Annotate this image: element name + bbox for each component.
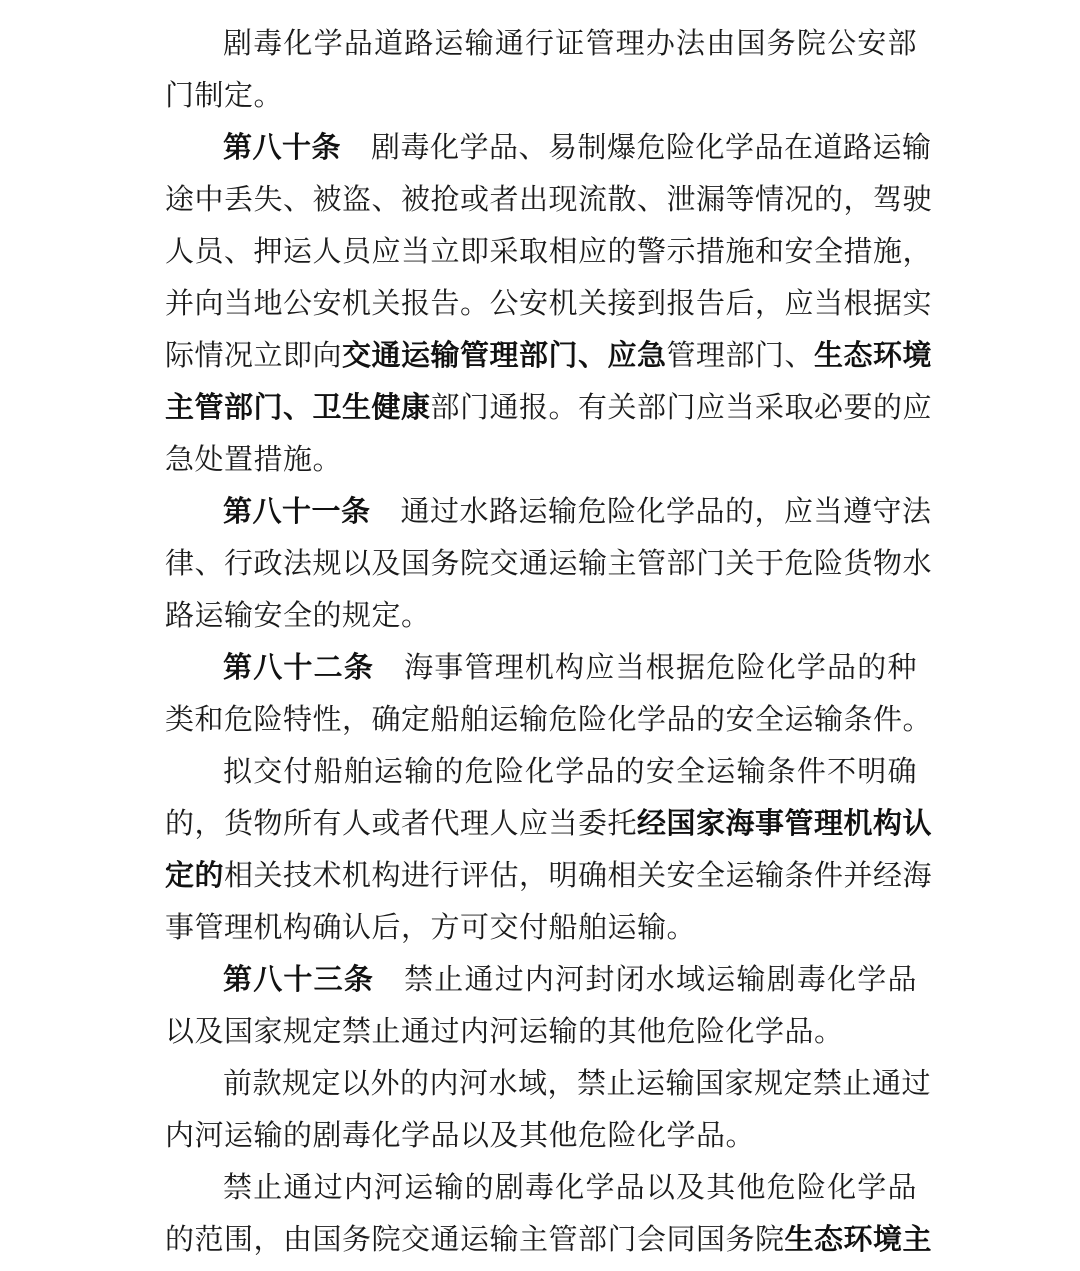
- article-83-line: [165, 1161, 917, 1213]
- article-82-heading: 第八十二条: [223, 650, 375, 684]
- text-run: 人员、押运人员应当立即采取相应的警示措施和安全措施，: [165, 234, 933, 268]
- article-80-line: [165, 173, 933, 225]
- article-80-line: [165, 381, 933, 433]
- text-run: 的范围，由国务院交通运输主管部门会同国务院: [165, 1222, 785, 1256]
- bold-text-run: 生态环境: [814, 338, 933, 372]
- text-run: 前款规定以外的内河水域，禁止运输国家规定禁止通过: [223, 1066, 932, 1100]
- article-83-line: [165, 1213, 933, 1265]
- article-80-line: [165, 329, 933, 381]
- text-run: 海事管理机构应当根据危险化学品的种: [404, 650, 917, 684]
- article-82-line: [165, 901, 917, 953]
- article-81-line: [165, 485, 932, 537]
- text-run: 通过水路运输危险化学品的，应当遵守法: [400, 494, 932, 528]
- article-81-line: [165, 537, 933, 589]
- text-run: 相关技术机构进行评估，明确相关安全运输条件并经海: [224, 858, 933, 892]
- text-run: 类和危险特性，确定船舶运输危险化学品的安全运输条件。: [165, 702, 933, 736]
- bold-text-run: 主管部门、卫生健康: [165, 390, 431, 424]
- article-83-line: [165, 953, 917, 1005]
- text-run: 律、行政法规以及国务院交通运输主管部门关于危险货物水: [165, 546, 933, 580]
- text-run: 事管理机构确认后，方可交付船舶运输。: [165, 910, 697, 944]
- regulation-document: [165, 17, 933, 1265]
- text-run: 并向当地公安机关报告。公安机关接到报告后，应当根据实: [165, 286, 933, 320]
- bold-text-run: 经国家海事管理机构认: [637, 806, 933, 840]
- article-82-line: [165, 693, 933, 745]
- article-81-heading: 第八十一条: [223, 494, 371, 528]
- text-run: 急处置措施。: [165, 442, 343, 476]
- article-80-line: [165, 433, 917, 485]
- text-run: 剧毒化学品、易制爆危险化学品在道路运输: [371, 130, 932, 164]
- article-83-line: [165, 1005, 917, 1057]
- text-run: 禁止通过内河封闭水域运输剧毒化学品: [404, 962, 917, 996]
- article-82-line: [165, 745, 917, 797]
- article-80-line: [165, 277, 933, 329]
- article-80-heading: 第八十条: [223, 130, 342, 164]
- article-80-line: [165, 225, 933, 277]
- text-run: 拟交付船舶运输的危险化学品的安全运输条件不明确: [223, 754, 917, 788]
- text-run: 剧毒化学品道路运输通行证管理办法由国务院公安部: [223, 26, 917, 60]
- text-run: 管理部门、: [666, 338, 815, 372]
- bold-text-run: 交通运输管理部门、应急: [342, 338, 667, 372]
- text-run: 以及国家规定禁止通过内河运输的其他危险化学品。: [165, 1014, 844, 1048]
- text-run: 际情况立即向: [165, 338, 343, 372]
- paragraph-line: [165, 69, 917, 121]
- text-run: 路运输安全的规定。: [165, 598, 431, 632]
- article-82-line: [165, 849, 933, 901]
- text-run: 禁止通过内河运输的剧毒化学品以及其他危险化学品: [223, 1170, 917, 1204]
- text-run: 的，货物所有人或者代理人应当委托: [165, 806, 638, 840]
- article-82-line: [165, 797, 933, 849]
- article-81-line: [165, 589, 917, 641]
- article-83-heading: 第八十三条: [223, 962, 375, 996]
- bold-text-run: 定的: [165, 858, 225, 892]
- text-run: 内河运输的剧毒化学品以及其他危险化学品。: [165, 1118, 756, 1152]
- paragraph-line: [165, 17, 917, 69]
- bold-text-run: 生态环境主: [784, 1222, 933, 1256]
- text-run: 门制定。: [165, 78, 284, 112]
- article-82-line: [165, 641, 917, 693]
- text-run: 途中丢失、被盗、被抢或者出现流散、泄漏等情况的，驾驶: [165, 182, 933, 216]
- article-83-line: [165, 1057, 932, 1109]
- article-83-line: [165, 1109, 917, 1161]
- article-80-line: [165, 121, 932, 173]
- text-run: 部门通报。有关部门应当采取必要的应: [430, 390, 933, 424]
